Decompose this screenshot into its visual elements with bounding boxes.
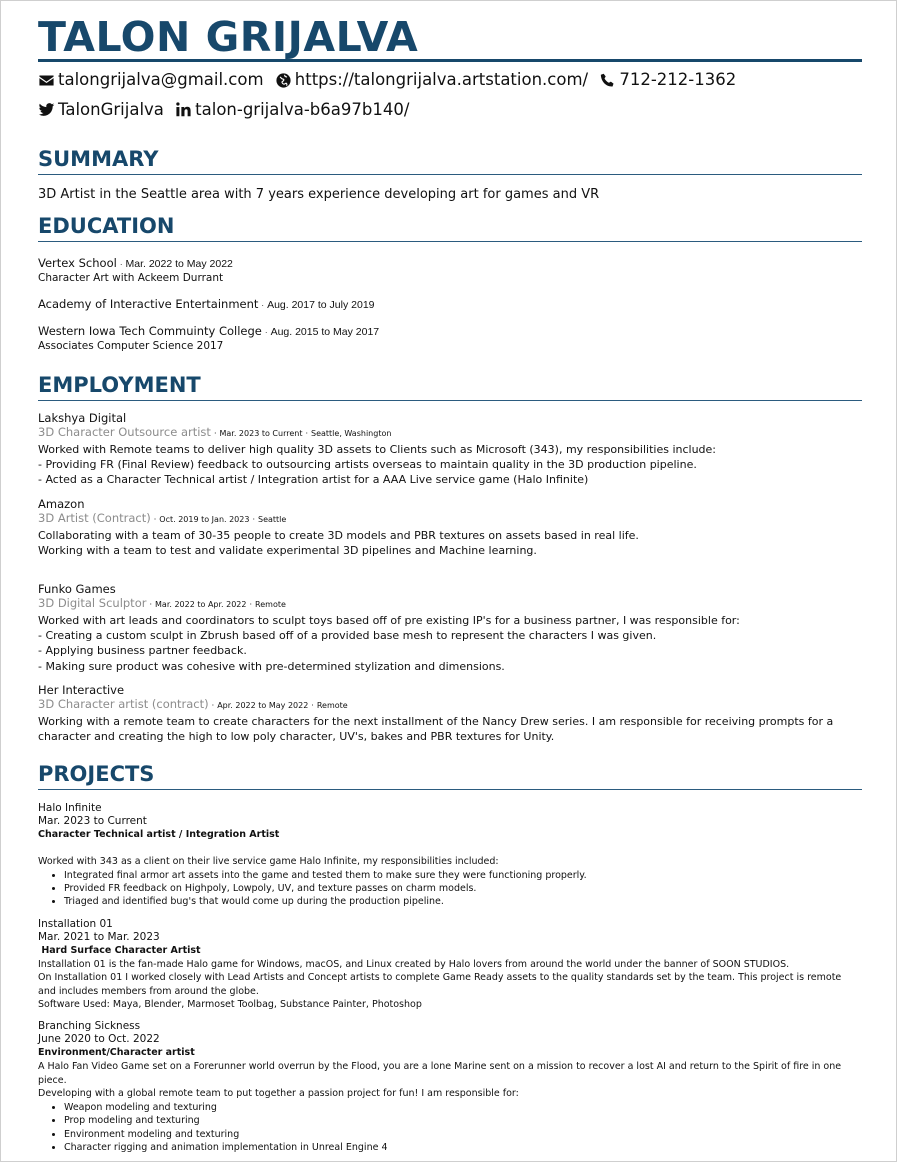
school-name: Vertex School [38, 256, 117, 270]
job-role: 3D Character artist (contract) [38, 696, 209, 711]
project-bullet: • Character rigging and animation implementation in Unreal Engine 4 [64, 1141, 862, 1154]
twitter-text[interactable]: TalonGrijalva [58, 99, 164, 119]
twitter-contact[interactable] [38, 97, 164, 123]
twitter-icon [38, 101, 55, 118]
job-line: - Acted as a Character Technical artist / Integration artist for a AAA Live service game (Halo Infinite) [38, 473, 589, 487]
project-name: Halo Infinite [38, 802, 102, 815]
employment-heading: EMPLOYMENT [38, 372, 862, 401]
summary-section [38, 146, 862, 202]
website-contact[interactable] [275, 67, 588, 93]
education-entry: Vertex School · Mar. 2022 to May 2022 Character Art with Ackeem Durrant [38, 254, 862, 285]
job-date: Apr. 2022 to May 2022 [217, 700, 309, 710]
job-line: - Creating a custom sculpt in Zbrush based off of a provided base mesh to represent the characters I was given. [38, 629, 657, 643]
linkedin-text[interactable]: talon-grijalva-b6a97b140/ [195, 99, 410, 119]
education-heading: EDUCATION [38, 213, 862, 242]
linkedin-contact[interactable] [175, 97, 409, 123]
job-location: Remote [255, 600, 286, 610]
candidate-name: TALON GRIJALVA [38, 15, 862, 62]
school-name: Academy of Interactive Entertainment [38, 297, 259, 311]
website-text[interactable]: https://talongrijalva.artstation.com/ [294, 70, 589, 89]
job-description [38, 714, 862, 744]
job-entry: Funko Games 3D Digital Sculptor · Mar. 2022 to Apr. 2022 · Remote Worked with art leads and coordinators to sculpt toys based off of pre existing IP's for a business partner, I was responsible for: - Creating a custom sculpt in Zbrush based off of a provided base mesh to represent the characters I was given. - Applying business partner feedback. - Making sure product was cohesive with pre-determined stylization and dimensions. [38, 582, 862, 674]
project-date: June 2020 to Oct. 2022 [38, 1033, 160, 1046]
job-entry: Amazon 3D Artist (Contract) · Oct. 2019 to Jan. 2023 · Seattle Collaborating with a team of 30-35 people to create 3D models and PBR textures on assets based in real life. Working with a team to test and validate experimental 3D pipelines and Machine learning. [38, 497, 862, 558]
project-date: Mar. 2021 to Mar. 2023 [38, 930, 160, 943]
job-date: Mar. 2023 to Current [219, 429, 303, 438]
job-line: - Making sure product was cohesive with pre-determined stylization and dimensions. [38, 659, 505, 673]
education-detail: Character Art with Ackeem Durrant [38, 272, 224, 284]
project-paragraph: Developing with a global remote team to put together a passion project for fun! I am responsible for: [38, 1088, 519, 1100]
job-line: Worked with art leads and coordinators to sculpt toys based off of pre existing IP's for a business partner, I was responsible for: [38, 614, 740, 628]
education-date: Aug. 2017 to July 2019 [267, 299, 375, 311]
job-role: 3D Artist (Contract) [38, 510, 151, 525]
job-company: Lakshya Digital [38, 411, 127, 425]
globe-icon [275, 72, 292, 89]
resume-content [38, 15, 862, 1154]
project-role-text: Hard Surface Character Artist [41, 944, 201, 956]
email-contact[interactable] [38, 67, 264, 93]
project-name: Installation 01 [38, 917, 113, 930]
contact-info [38, 67, 862, 126]
job-location: Seattle [258, 514, 287, 524]
job-company: Funko Games [38, 582, 116, 597]
project-paragraph: A Halo Fan Video Game set on a Forerunner world overrun by the Flood, you are a lone Marine sent on a mission to recover a lost AI and return to the Spirit of fire in one piece. [38, 1061, 842, 1086]
project-role: Environment/Character artist [38, 1047, 195, 1059]
job-description [38, 442, 862, 488]
project-name: Branching Sickness [38, 1020, 141, 1033]
job-description [38, 528, 862, 558]
project-bullet: • Environment modeling and texturing [64, 1128, 862, 1141]
job-location: Remote [316, 700, 348, 710]
education-entry: Academy of Interactive Entertainment · Aug. 2017 to July 2019 [38, 297, 375, 311]
education-date: Mar. 2022 to May 2022 [125, 258, 233, 270]
job-entry: Her Interactive 3D Character artist (contract) · Apr. 2022 to May 2022 · Remote Working with a remote team to create characters for the next installment of the Nancy Drew series. I am responsible for receiving prompts for a character and creating the high to low poly character, UV's, bakes and PBR textures for Unity. [38, 683, 862, 744]
project-bullet: • Triaged and identified bug's that would come up during the production pipeline. [64, 895, 862, 908]
project-role: Character Technical artist / Integration Artist [38, 829, 280, 841]
summary-text: 3D Artist in the Seattle area with 7 years experience developing art for games and VR [38, 187, 600, 202]
job-entry: Lakshya Digital 3D Character Outsource artist · Mar. 2023 to Current · Seattle, Washington Worked with Remote teams to deliver high quality 3D assets to Clients such as Microsoft (343), my responsibilities include: - Providing FR (Final Review) feedback to outsourcing artists overseas to maintain quality in the 3D production pipeline. - Acted as a Character Technical artist / Integration artist for a AAA Live service game (Halo Infinite) [38, 411, 862, 488]
phone-text[interactable]: 712-212-1362 [619, 70, 737, 89]
phone-icon [599, 72, 616, 89]
education-detail: Associates Computer Science 2017 [38, 340, 224, 352]
project-date: Mar. 2023 to Current [38, 815, 147, 828]
job-line: Working with a remote team to create characters for the next installment of the Nancy Drew series. I am responsible for receiving prompts for a character and creating the high to low poly character, UV's, bakes and PBR textures for Unity. [38, 714, 834, 744]
job-date: Oct. 2019 to Jan. 2023 [159, 514, 250, 524]
education-entry: Western Iowa Tech Commuinty College · Aug. 2015 to May 2017 Associates Computer Science 2017 [38, 322, 862, 353]
project-bullet: • Integrated final armor art assets into the game and tested them to make sure they were functioning properly. [64, 869, 862, 882]
project-role [38, 944, 862, 958]
project-bullet: • Provided FR feedback on Highpoly, Lowpoly, UV, and texture passes on charm models. [64, 882, 862, 895]
job-line: - Applying business partner feedback. [38, 644, 247, 658]
summary-heading: SUMMARY [38, 146, 862, 175]
project-entry [38, 802, 862, 909]
project-bullets [38, 869, 862, 909]
projects-section [38, 761, 862, 1154]
job-line: Worked with Remote teams to deliver high quality 3D assets to Clients such as Microsoft (343), my responsibilities include: [38, 443, 716, 456]
job-location: Seattle, Washington [311, 429, 392, 438]
project-bullet: • Weapon modeling and texturing [64, 1101, 862, 1114]
project-bullet: • Prop modeling and texturing [64, 1114, 862, 1127]
project-paragraph: Installation 01 is the fan-made Halo game for Windows, macOS, and Linux created by Halo lovers from around the world under the banner of SOON STUDIOS. [38, 958, 790, 970]
school-name: Western Iowa Tech Commuinty College [38, 324, 262, 338]
job-line: Working with a team to test and validate experimental 3D pipelines and Machine learning. [38, 543, 537, 557]
project-bullets [38, 1101, 862, 1155]
employment-section [38, 372, 862, 744]
project-paragraph: On Installation 01 I worked closely with Lead Artists and Concept artists to complete Game Ready assets to the quality standards set by the team. This project is remote and includes members from around the globe. [38, 972, 842, 997]
job-role: 3D Character Outsource artist [38, 425, 211, 439]
project-paragraph: Software Used: Maya, Blender, Marmoset Toolbag, Substance Painter, Photoshop [38, 999, 422, 1011]
project-entry [38, 1020, 862, 1154]
education-section [38, 213, 862, 353]
phone-contact[interactable] [599, 67, 736, 93]
email-text[interactable]: talongrijalva@gmail.com [58, 70, 264, 89]
linkedin-icon [175, 101, 192, 118]
education-date: Aug. 2015 to May 2017 [270, 326, 380, 338]
envelope-icon [38, 72, 55, 89]
projects-heading: PROJECTS [38, 761, 862, 790]
job-date: Mar. 2022 to Apr. 2022 [155, 600, 247, 610]
job-role: 3D Digital Sculptor [38, 596, 147, 611]
project-intro: Worked with 343 as a client on their live service game Halo Infinite, my responsibilities included: [38, 856, 499, 868]
job-line: - Providing FR (Final Review) feedback to outsourcing artists overseas to maintain quality in the 3D production pipeline. [38, 458, 697, 472]
job-company: Her Interactive [38, 682, 125, 697]
job-description [38, 613, 862, 674]
job-line: Collaborating with a team of 30-35 people to create 3D models and PBR textures on assets based in real life. [38, 528, 639, 542]
job-company: Amazon [38, 496, 85, 511]
project-entry [38, 918, 862, 1012]
